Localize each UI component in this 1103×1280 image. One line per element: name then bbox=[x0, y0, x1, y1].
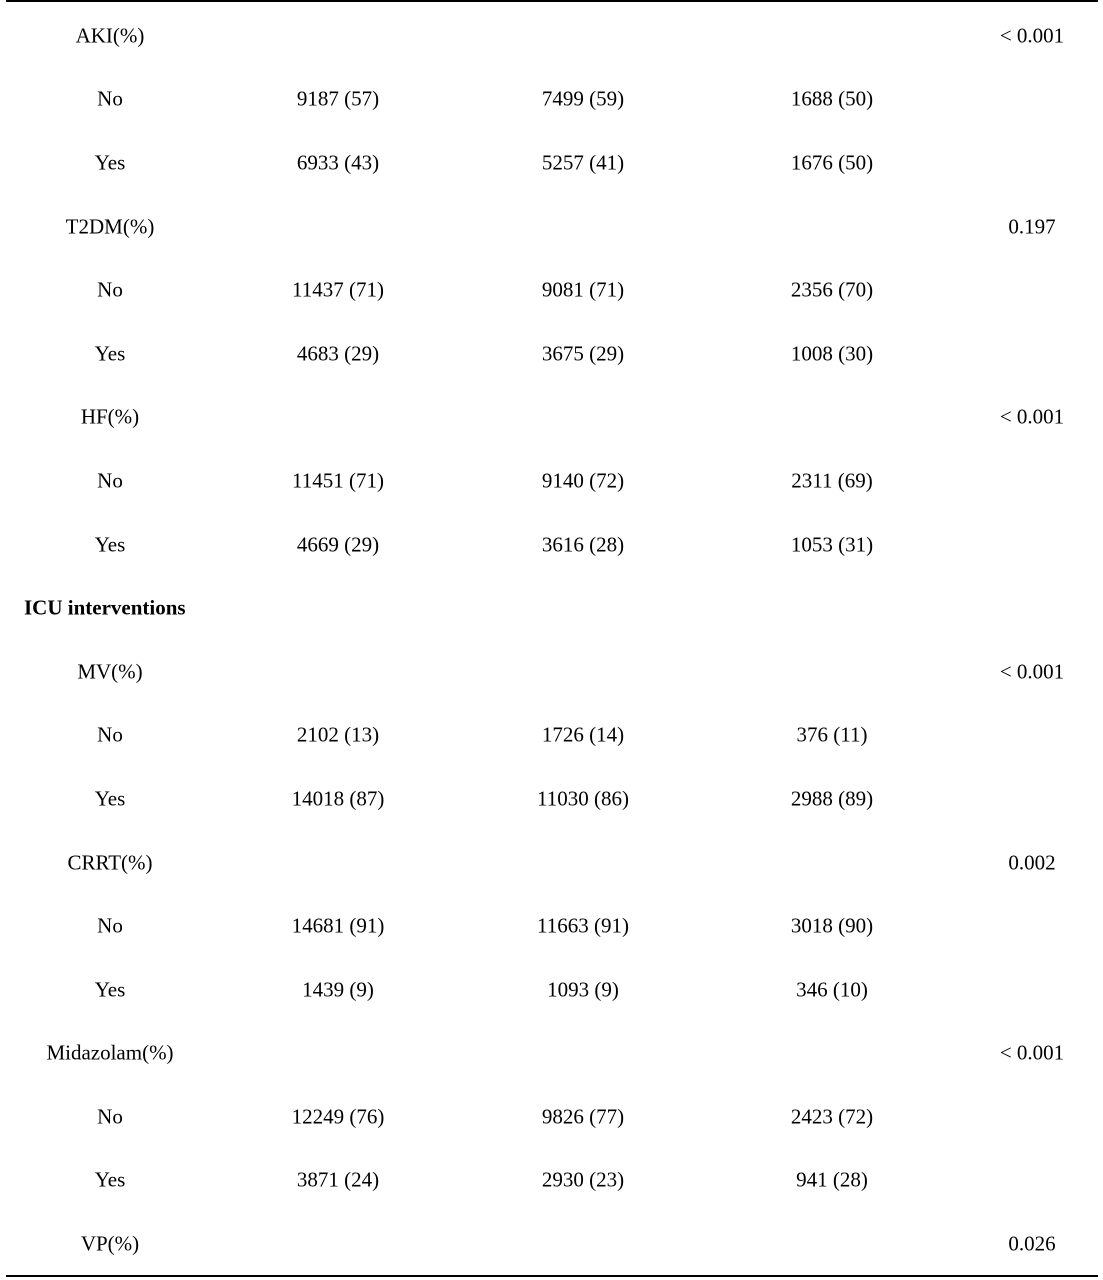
level-row bbox=[0, 767, 1103, 831]
variable-row bbox=[0, 831, 1103, 895]
overall-value: 11437 (71) bbox=[292, 277, 384, 302]
variable-row bbox=[0, 640, 1103, 704]
group2-value: 1053 (31) bbox=[790, 532, 874, 557]
variable-label: CRRT(%) bbox=[67, 850, 153, 875]
group1-value: 1093 (9) bbox=[547, 977, 619, 1002]
group2-value: 2311 (69) bbox=[791, 468, 873, 493]
p-value: < 0.001 bbox=[999, 1040, 1065, 1065]
level-row bbox=[0, 704, 1103, 768]
level-label: Yes bbox=[94, 977, 126, 1002]
variable-label: VP(%) bbox=[80, 1231, 140, 1256]
group2-value: 1008 (30) bbox=[790, 341, 874, 366]
variable-label: MV(%) bbox=[77, 659, 143, 684]
level-row bbox=[0, 513, 1103, 577]
group2-value: 941 (28) bbox=[796, 1167, 868, 1192]
group2-value: 1676 (50) bbox=[790, 150, 874, 175]
group1-value: 9081 (71) bbox=[541, 277, 625, 302]
group2-value: 2988 (89) bbox=[790, 786, 874, 811]
level-label: No bbox=[97, 1104, 123, 1129]
overall-value: 6933 (43) bbox=[296, 150, 380, 175]
overall-value: 2102 (13) bbox=[296, 722, 380, 747]
table-top-rule bbox=[6, 0, 1098, 2]
p-value: 0.026 bbox=[1008, 1231, 1056, 1256]
p-value: 0.197 bbox=[1008, 214, 1056, 239]
group1-value: 3675 (29) bbox=[541, 341, 625, 366]
group2-value: 1688 (50) bbox=[790, 86, 874, 111]
level-row bbox=[0, 1085, 1103, 1149]
level-row bbox=[0, 894, 1103, 958]
level-row bbox=[0, 449, 1103, 513]
level-row bbox=[0, 131, 1103, 195]
level-label: Yes bbox=[94, 532, 126, 557]
level-label: Yes bbox=[94, 341, 126, 366]
section-row bbox=[0, 576, 1103, 640]
variable-label: T2DM(%) bbox=[65, 214, 155, 239]
variable-row bbox=[0, 386, 1103, 450]
overall-value: 14681 (91) bbox=[291, 913, 385, 938]
variable-row bbox=[0, 1212, 1103, 1276]
group1-value: 2930 (23) bbox=[541, 1167, 625, 1192]
section-label: ICU interventions bbox=[24, 595, 186, 620]
level-row bbox=[0, 1149, 1103, 1213]
level-label: No bbox=[97, 86, 123, 111]
level-row bbox=[0, 322, 1103, 386]
group2-value: 2356 (70) bbox=[790, 277, 874, 302]
level-label: No bbox=[97, 913, 123, 938]
level-row bbox=[0, 68, 1103, 132]
group1-value: 9826 (77) bbox=[541, 1104, 625, 1129]
group1-value: 11663 (91) bbox=[537, 913, 629, 938]
variable-label: HF(%) bbox=[80, 404, 140, 429]
group1-value: 1726 (14) bbox=[541, 722, 625, 747]
level-label: No bbox=[97, 468, 123, 493]
level-label: No bbox=[97, 277, 123, 302]
variable-label: AKI(%) bbox=[75, 23, 145, 48]
p-value: < 0.001 bbox=[999, 23, 1065, 48]
table-body bbox=[0, 4, 1103, 1276]
overall-value: 3871 (24) bbox=[296, 1167, 380, 1192]
overall-value: 14018 (87) bbox=[291, 786, 385, 811]
overall-value: 1439 (9) bbox=[302, 977, 374, 1002]
level-row bbox=[0, 958, 1103, 1022]
overall-value: 11451 (71) bbox=[292, 468, 384, 493]
overall-value: 9187 (57) bbox=[296, 86, 380, 111]
table-bottom-rule bbox=[6, 1275, 1098, 1277]
variable-row bbox=[0, 1022, 1103, 1086]
p-value: 0.002 bbox=[1008, 850, 1056, 875]
group1-value: 3616 (28) bbox=[541, 532, 625, 557]
p-value: < 0.001 bbox=[999, 404, 1065, 429]
variable-row bbox=[0, 195, 1103, 259]
group2-value: 346 (10) bbox=[796, 977, 868, 1002]
variable-label: Midazolam(%) bbox=[46, 1040, 174, 1065]
overall-value: 12249 (76) bbox=[291, 1104, 385, 1129]
level-label: No bbox=[97, 722, 123, 747]
overall-value: 4669 (29) bbox=[296, 532, 380, 557]
group1-value: 7499 (59) bbox=[541, 86, 625, 111]
level-label: Yes bbox=[94, 1167, 126, 1192]
group2-value: 3018 (90) bbox=[790, 913, 874, 938]
level-row bbox=[0, 258, 1103, 322]
group2-value: 376 (11) bbox=[796, 722, 868, 747]
overall-value: 4683 (29) bbox=[296, 341, 380, 366]
p-value: < 0.001 bbox=[999, 659, 1065, 684]
level-label: Yes bbox=[94, 150, 126, 175]
group1-value: 5257 (41) bbox=[541, 150, 625, 175]
level-label: Yes bbox=[94, 786, 126, 811]
variable-row bbox=[0, 4, 1103, 68]
group1-value: 9140 (72) bbox=[541, 468, 625, 493]
group2-value: 2423 (72) bbox=[790, 1104, 874, 1129]
group1-value: 11030 (86) bbox=[537, 786, 629, 811]
